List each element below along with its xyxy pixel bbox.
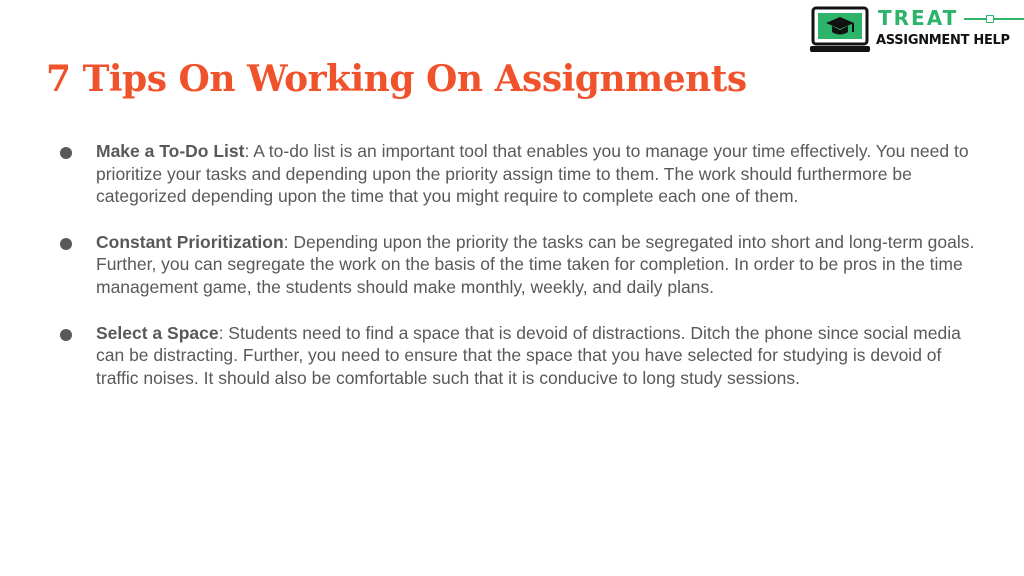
tips-list <box>56 140 986 412</box>
tip-title: Make a To-Do List <box>96 141 245 161</box>
bullet-icon <box>60 329 72 341</box>
list-item <box>56 140 986 208</box>
logo-brand-text: TREAT <box>878 6 959 30</box>
page-title: 7 Tips On Working On Assignments <box>46 58 747 100</box>
brand-logo <box>810 6 1024 54</box>
tip-text: : Students need to find a space that is devoid of distractions. Ditch the phone since social media can be distracting. Further, you need to ensure that the space that you have selected for studying is devoid of traffic noises. It should also be comfortable such that it is conducive to long study sessions. <box>96 322 961 388</box>
tip-text: : A to-do list is an important tool that enables you to manage your time effectively. You need to prioritize your tasks and depending upon the priority assign time to them. The work should furthermore be categorized depending upon the time that you might require to complete each one of them. <box>96 141 969 207</box>
tip-title: Constant Prioritization <box>96 231 284 252</box>
tip-title: Select a Space <box>96 322 219 343</box>
list-item <box>56 231 986 299</box>
list-item <box>56 322 986 390</box>
graduation-cap-monitor-icon <box>810 6 870 54</box>
bullet-icon <box>60 147 72 159</box>
logo-subtitle: ASSIGNMENT HELP <box>876 33 1010 48</box>
logo-divider <box>964 18 1024 20</box>
tip-text: : Depending upon the priority the tasks can be segregated into short and long-term goals. Further, you can segregate the work on the basis of the time taken for completion. In order to be pros in the time management game, the students should make monthly, weekly, and daily plans. <box>96 231 975 297</box>
bullet-icon <box>60 238 72 250</box>
